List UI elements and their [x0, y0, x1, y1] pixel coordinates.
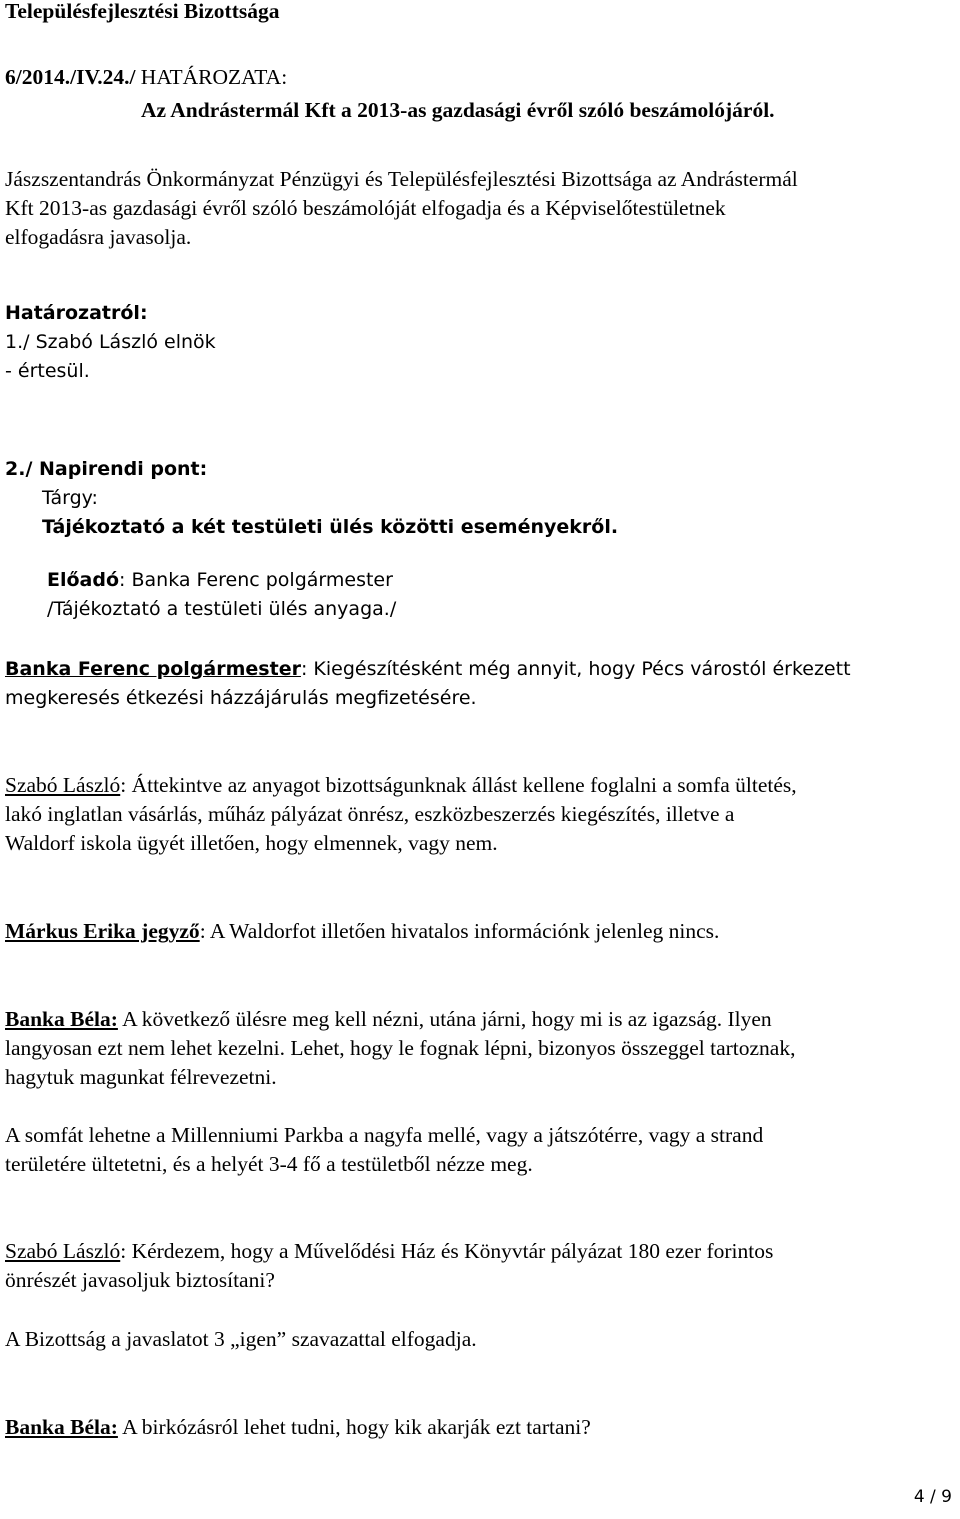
minute-line: A Bizottság a javaslatot 3 „igen” szavazattal elfogadja.	[5, 1327, 477, 1351]
minute-line: : Áttekintve az anyagot bizottságunknak állást kellene foglalni a somfa ültetés,	[120, 773, 797, 797]
minute-entry	[5, 771, 955, 858]
speaker-name: Banka Béla:	[5, 1415, 118, 1439]
minute-line: A somfát lehetne a Millenniumi Parkba a nagyfa mellé, vagy a játszótérre, vagy a strand	[5, 1123, 764, 1147]
minute-entry	[5, 917, 955, 946]
resolution-label: HATÁROZATA:	[140, 65, 288, 89]
minute-line: hagytuk magunkat félrevezetni.	[5, 1065, 277, 1089]
minute-entry	[5, 1325, 955, 1354]
minute-entry	[5, 1413, 955, 1442]
resolution-number: 6/2014./IV.24./	[5, 65, 136, 89]
notification-line: - értesül.	[5, 360, 90, 382]
minute-line: : Kérdezem, hogy a Művelődési Ház és Könyvtár pályázat 180 ezer forintos	[120, 1239, 774, 1263]
presenter-value: : Banka Ferenc polgármester	[119, 569, 393, 591]
minute-line: lakó inglatlan vásárlás, műház pályázat önrész, eszközbeszerzés kiegészítés, illetve a	[5, 802, 735, 826]
speaker-name: Banka Béla:	[5, 1007, 118, 1031]
minute-line: A következő ülésre meg kell nézni, utána járni, hogy mi is az igazság. Ilyen	[117, 1007, 772, 1031]
resolution-text	[5, 165, 955, 252]
minute-line: területére ültetetni, és a helyét 3-4 fő a testületből nézze meg.	[5, 1152, 533, 1176]
agenda-subject: Tájékoztató a két testületi ülés közötti eseményekről.	[42, 516, 619, 538]
speaker-name: Szabó László	[5, 1239, 121, 1263]
minute-line: : Kiegészítésként még annyit, hogy Pécs várostól érkezett	[300, 658, 851, 680]
committee-title: Településfejlesztési Bizottsága	[5, 0, 280, 23]
resolution-heading	[5, 63, 955, 92]
notification-line: 1./ Szabó László elnök	[5, 331, 216, 353]
minute-line: A birkózásról lehet tudni, hogy kik akarják ezt tartani?	[117, 1415, 591, 1439]
notification-label: Határozatról:	[5, 302, 148, 324]
minute-line: : A Waldorfot illetően hivatalos információnk jelenleg nincs.	[199, 919, 720, 943]
speaker-name: Szabó László	[5, 773, 121, 797]
notification-block	[5, 299, 955, 386]
minute-line: önrészét javasoljuk biztosítani?	[5, 1268, 275, 1292]
agenda-presenter-block	[47, 566, 947, 624]
page-number: 4 / 9	[913, 1487, 952, 1507]
speaker-name: Márkus Erika jegyző	[5, 919, 200, 943]
minute-entry	[5, 1005, 955, 1092]
resolution-subject: Az Andrástermál Kft a 2013-as gazdasági évről szóló beszámolójáról.	[141, 98, 775, 122]
presenter-label: Előadó	[47, 569, 120, 591]
resolution-line: Jászszentandrás Önkormányzat Pénzügyi és Településfejlesztési Bizottsága az Andrástermál	[5, 167, 798, 191]
minute-line: Waldorf iskola ügyét illetően, hogy elmennek, vagy nem.	[5, 831, 498, 855]
resolution-line: Kft 2013-as gazdasági évről szóló beszámolóját elfogadja és a Képviselőtestületnek	[5, 196, 726, 220]
speaker-name: Banka Ferenc polgármester	[5, 658, 301, 680]
minute-entry	[5, 1237, 955, 1295]
minute-entry	[5, 1121, 955, 1179]
agenda-block	[5, 455, 955, 542]
agenda-number: 2./ Napirendi pont:	[5, 458, 208, 480]
minute-entry	[5, 655, 955, 713]
resolution-line: elfogadásra javasolja.	[5, 225, 192, 249]
minute-line: langyosan ezt nem lehet kezelni. Lehet, hogy le fognak lépni, bizonyos összeggel tartoznak,	[5, 1036, 796, 1060]
agenda-material: /Tájékoztató a testületi ülés anyaga./	[47, 598, 397, 620]
minute-line: megkeresés étkezési házzájárulás megfizetésére.	[5, 687, 477, 709]
agenda-subject-label: Tárgy:	[42, 487, 98, 509]
